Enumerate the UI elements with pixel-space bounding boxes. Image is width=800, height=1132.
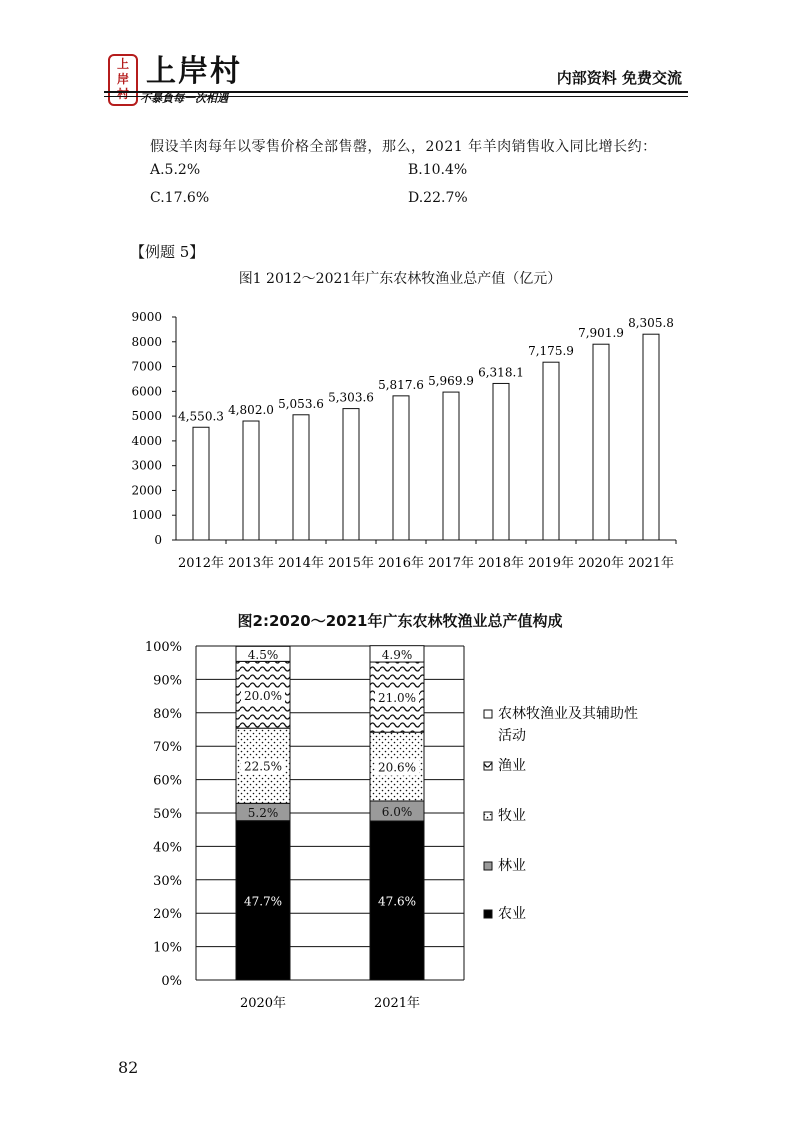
chart2-data-label: 47.7% bbox=[243, 894, 283, 909]
logo-seal-char-1: 上 bbox=[116, 57, 129, 71]
chart1-x-tick-label: 2015年 bbox=[327, 556, 375, 571]
chart1-x-tick-label: 2012年 bbox=[177, 556, 225, 571]
chart1-y-tick-label: 0 bbox=[154, 533, 162, 547]
chart1-y-tick-label: 4000 bbox=[131, 433, 162, 448]
chart1-x-tick-label: 2017年 bbox=[427, 556, 475, 571]
chart1-data-label: 7,901.9 bbox=[578, 326, 624, 341]
chart1-x-tick-label: 2018年 bbox=[477, 556, 525, 571]
chart1-y-tick-label: 2000 bbox=[131, 483, 162, 498]
chart2-data-label: 6.0% bbox=[381, 804, 413, 819]
chart2-data-label: 4.9% bbox=[381, 647, 413, 662]
chart2-x-tick-label: 2021年 bbox=[373, 996, 421, 1011]
example-label: 【例题 5】 bbox=[130, 243, 205, 261]
chart2-y-tick-label: 40% bbox=[153, 840, 182, 856]
chart2-data-label: 20.0% bbox=[243, 688, 283, 703]
chart1-y-tick-label: 9000 bbox=[131, 310, 162, 324]
page-number: 82 bbox=[118, 1058, 139, 1077]
chart1-y-tick-label: 7000 bbox=[131, 359, 162, 374]
option-a[interactable]: A.5.2% bbox=[150, 162, 201, 178]
chart1-x-tick-label: 2019年 bbox=[527, 556, 575, 571]
chart2-legend-label: 牧业 bbox=[498, 808, 526, 824]
chart1-y-tick-label: 6000 bbox=[131, 384, 162, 399]
chart1-data-label: 4,802.0 bbox=[228, 403, 274, 418]
chart1-data-label: 7,175.9 bbox=[528, 344, 574, 359]
chart2-y-tick-label: 100% bbox=[144, 640, 182, 655]
option-c[interactable]: C.17.6% bbox=[150, 190, 210, 206]
chart2-legend-swatch bbox=[484, 710, 492, 718]
chart2-data-label: 21.0% bbox=[377, 691, 417, 706]
chart2-data-label: 47.6% bbox=[377, 894, 417, 909]
chart2-y-tick-label: 20% bbox=[153, 907, 182, 923]
chart2-title: 图2:2020～2021年广东农林牧渔业总产值构成 bbox=[237, 612, 563, 630]
chart2-data-label: 4.5% bbox=[247, 647, 279, 662]
chart2-legend-swatch bbox=[484, 910, 492, 918]
chart2-legend-label: 渔业 bbox=[498, 758, 526, 774]
chart1-x-tick-label: 2013年 bbox=[227, 556, 275, 571]
chart1-title: 图1 2012～2021年广东农林牧渔业总产值（亿元） bbox=[238, 271, 562, 287]
chart2-y-tick-label: 30% bbox=[153, 873, 182, 889]
chart2-legend-swatch bbox=[484, 862, 492, 870]
chart2-legend-label: 农林牧渔业及其辅助性 bbox=[498, 706, 638, 722]
chart1-data-label: 5,969.9 bbox=[428, 374, 474, 389]
chart2-data-label: 22.5% bbox=[243, 759, 283, 774]
header-right-text: 内部资料 免费交流 bbox=[556, 69, 682, 87]
chart1-x-tick-label: 2014年 bbox=[277, 556, 325, 571]
chart2-y-tick-label: 60% bbox=[153, 773, 182, 789]
chart2-legend-swatch bbox=[484, 812, 492, 820]
chart2-y-tick-label: 10% bbox=[153, 940, 182, 956]
chart2-legend-label: 农业 bbox=[498, 906, 526, 922]
chart1-data-label: 6,318.1 bbox=[478, 365, 524, 380]
chart1-x-tick-label: 2020年 bbox=[577, 556, 625, 571]
chart1-x-tick-label: 2021年 bbox=[627, 556, 675, 571]
chart2-legend-label: 活动 bbox=[498, 728, 526, 744]
chart2-y-tick-label: 50% bbox=[153, 807, 182, 822]
chart2-data-label: 20.6% bbox=[377, 760, 417, 775]
chart2-y-tick-label: 70% bbox=[153, 740, 182, 756]
option-b[interactable]: B.10.4% bbox=[408, 162, 468, 178]
chart1-x-tick-label: 2016年 bbox=[377, 556, 425, 571]
chart2-legend-swatch bbox=[484, 762, 492, 770]
chart1-data-label: 5,053.6 bbox=[278, 396, 324, 411]
chart2-x-tick-label: 2020年 bbox=[239, 996, 287, 1011]
chart2-y-tick-label: 90% bbox=[153, 673, 182, 689]
chart2-legend-label: 林业 bbox=[498, 858, 526, 874]
chart2-y-tick-label: 0% bbox=[161, 974, 182, 989]
question-text: 假设羊肉每年以零售价格全部售罄，那么，2021 年羊肉销售收入同比增长约： bbox=[150, 139, 657, 155]
chart1-data-label: 4,550.3 bbox=[178, 409, 224, 424]
logo-seal-char-3: 村 bbox=[116, 87, 129, 101]
logo-name: 上岸村 bbox=[146, 54, 242, 89]
option-d[interactable]: D.22.7% bbox=[408, 190, 468, 206]
logo-slogan: 不暴負每一次相遇 bbox=[140, 92, 228, 105]
chart1-y-tick-label: 1000 bbox=[131, 508, 162, 523]
chart1-data-label: 5,817.6 bbox=[378, 377, 424, 392]
chart2-y-tick-label: 80% bbox=[153, 706, 182, 722]
chart2-data-label: 5.2% bbox=[247, 805, 279, 820]
chart1-data-label: 8,305.8 bbox=[628, 316, 674, 331]
chart1-y-tick-label: 8000 bbox=[131, 334, 162, 349]
chart1-y-tick-label: 3000 bbox=[131, 458, 162, 473]
chart1-y-tick-label: 5000 bbox=[131, 409, 162, 424]
logo-seal-char-2: 岸 bbox=[116, 72, 129, 86]
chart1-data-label: 5,303.6 bbox=[328, 390, 374, 405]
